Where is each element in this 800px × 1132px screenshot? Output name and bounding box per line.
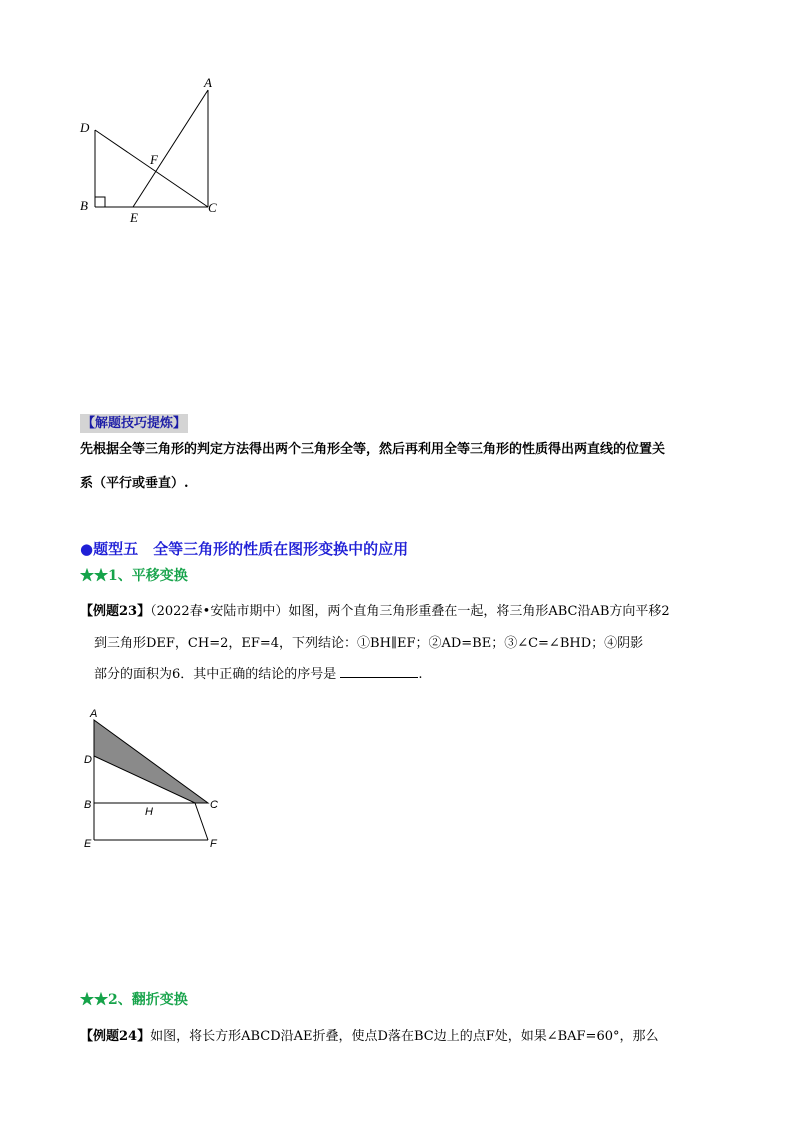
label-e: E bbox=[84, 838, 92, 850]
example-23-line-3: 部分的面积为6．其中正确的结论的序号是 . bbox=[94, 667, 423, 682]
example-23-line-2: 到三角形DEF，CH=2，EF=4，下列结论：①BH∥EF；②AD=BE；③∠C=∠BHD；④阴影 bbox=[94, 636, 644, 651]
figure-translation bbox=[78, 705, 228, 855]
label-f: F bbox=[150, 152, 158, 167]
label-f: F bbox=[210, 838, 217, 850]
example-23-text-3: 部分的面积为6．其中正确的结论的序号是 bbox=[94, 667, 337, 682]
tips-line-2: 系（平行或垂直）. bbox=[80, 476, 189, 491]
label-c: C bbox=[210, 799, 218, 811]
right-angle-mark bbox=[95, 197, 105, 207]
segment-hf bbox=[195, 803, 208, 840]
label-b: B bbox=[80, 198, 88, 213]
segment-dc bbox=[95, 130, 208, 207]
label-a: A bbox=[90, 708, 98, 720]
answer-blank bbox=[340, 665, 418, 678]
label-a: A bbox=[204, 75, 212, 90]
example-23-label: 【例题23】 bbox=[80, 604, 151, 619]
example-23-line-1 bbox=[80, 602, 670, 622]
subsection-translation: ★★1、平移变换 bbox=[80, 568, 188, 584]
segment-ae bbox=[133, 90, 208, 207]
label-e: E bbox=[130, 210, 138, 225]
figure-triangle-abcde bbox=[70, 70, 240, 230]
subsection-folding: ★★2、翻折变换 bbox=[80, 992, 188, 1008]
label-d: D bbox=[84, 754, 92, 766]
label-b: B bbox=[84, 799, 92, 811]
example-23-text-1: （2022春•安陆市期中）如图，两个直角三角形重叠在一起，将三角形ABC沿AB方向平移2 bbox=[150, 604, 670, 619]
section-title: ●题型五 全等三角形的性质在图形变换中的应用 bbox=[80, 540, 409, 558]
tips-line-1: 先根据全等三角形的判定方法得出两个三角形全等，然后再利用全等三角形的性质得出两直线的位置关 bbox=[80, 442, 666, 457]
tips-label: 【解题技巧提炼】 bbox=[82, 416, 187, 431]
label-d: D bbox=[80, 120, 90, 135]
label-h: H bbox=[145, 806, 153, 818]
example-24-label: 【例题24】 bbox=[80, 1029, 151, 1044]
example-24-line-1 bbox=[80, 1027, 659, 1047]
example-24-text-1: 如图，将长方形ABCD沿AE折叠，使点D落在BC边上的点F处，如果∠BAF=60°，那么 bbox=[150, 1029, 659, 1044]
label-c: C bbox=[208, 200, 217, 215]
shaded-region bbox=[94, 720, 208, 803]
